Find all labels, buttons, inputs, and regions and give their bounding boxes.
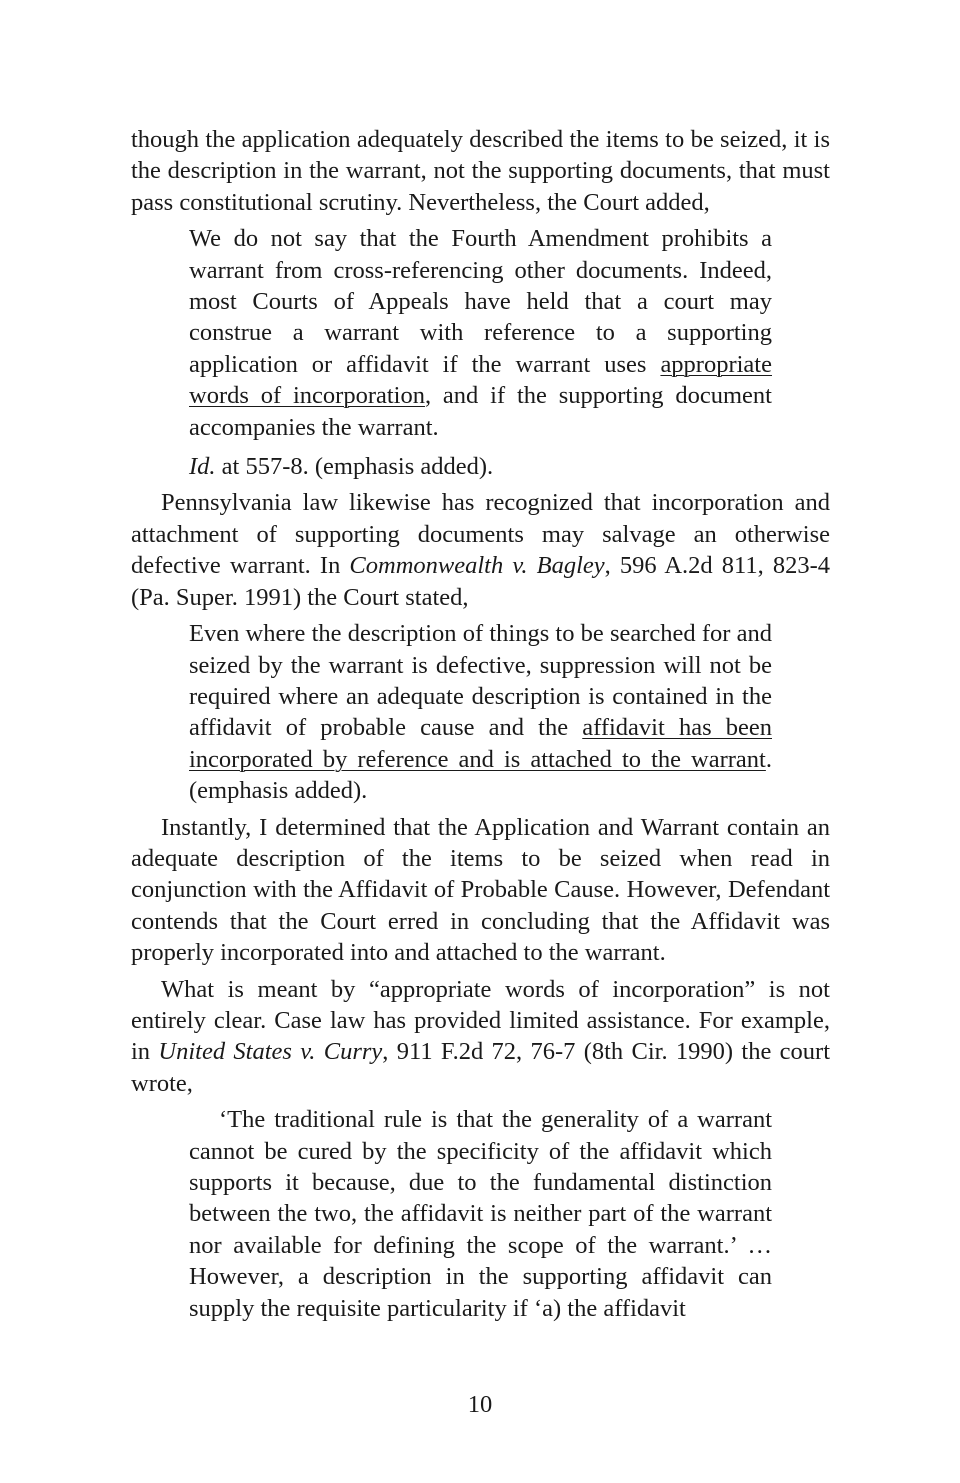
paragraph-pennsylvania: Pennsylvania law likewise has recognized that incorporation and attachment of supporting documents may salvage an otherwise defective warrant. In Commonwealth v. Bagley, 596 A.2d 811, 823-4 (Pa. Super. 1991) the Court stated,	[131, 489, 831, 611]
block-quote-groh	[189, 223, 772, 482]
block-quote-text: ‘The traditional rule is that the generality of a warrant cannot be cured by the specificity of the affidavit which supports it because, due to the fundamental distinction between the two, the affidavit is neither part of the warrant nor available for defining the scope of the warrant.’ … However, a description in the supporting affidavit can supply the requisite particularity if ‘a) the affidavit	[189, 1106, 772, 1322]
body-text	[131, 124, 830, 1327]
block-quote-bagley	[189, 618, 772, 806]
paragraph-continued: though the application adequately described the items to be seized, it is the description in the warrant, not the supporting documents, that must pass constitutional scrutiny. Nevertheless, the Court added,	[131, 126, 830, 216]
block-quote-text: We do not say that the Fourth Amendment prohibits a warrant from cross-referencing other documents. Indeed, most Courts of Appeals have held that a court may construe a warrant with reference to a supporting application or affidavit if the warrant uses appropriate words of incorporation, and if the supporting document accompanies the warrant.	[189, 225, 772, 441]
paragraph-what-is-meant: What is meant by “appropriate words of incorporation” is not entirely clear. Case law has provided limited assistance. For example, in United States v. Curry, 911 F.2d 72, 76-7 (8th Cir. 1990) the court wrote,	[131, 975, 831, 1097]
block-quote-curry	[189, 1104, 772, 1324]
page-number: 10	[467, 1391, 493, 1418]
case-name: United States v. Curry	[158, 1038, 383, 1066]
case-name: Commonwealth v. Bagley	[349, 552, 605, 580]
emphasis-underline: affidavit has been incorporated by reference and is attached to the warrant	[189, 714, 772, 773]
citation-line: Id. at 557-8. (emphasis added).	[189, 453, 494, 481]
paragraph-instantly: Instantly, I determined that the Application and Warrant contain an adequate description of the items to be seized when read in conjunction with the Affidavit of Probable Cause. However, Defendant contends that the Court erred in concluding that the Affidavit was properly incorporated into and attached to the warrant.	[131, 813, 830, 967]
citation-id: Id.	[189, 453, 216, 481]
emphasis-underline: appropriate words of incorporation	[189, 350, 772, 410]
block-quote-text: Even where the description of things to be searched for and seized by the warrant is defective, suppression will not be required where an adequate description is contained in the affidavit of probable cause and the affidavit has been incorporated by reference and is attached to the warrant. (emphasis added).	[189, 620, 772, 805]
